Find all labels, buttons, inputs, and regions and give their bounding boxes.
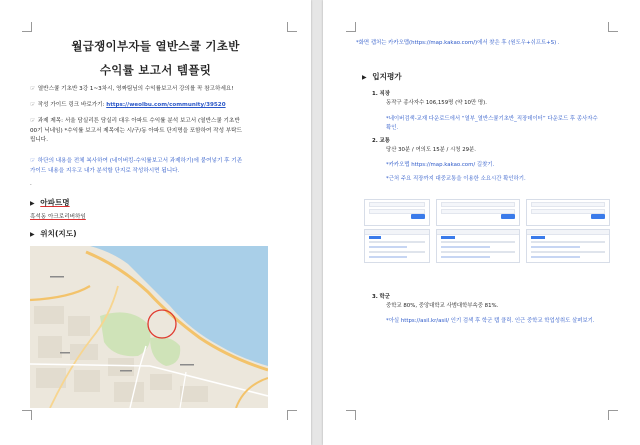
bullet-copy-instructions <box>30 156 280 176</box>
transit-screenshot-2 <box>436 199 520 226</box>
apartment-name-example: 흑석동 아크로리버하임 <box>30 214 86 220</box>
bullet-guide-link <box>30 100 280 111</box>
section-heading-location-evaluation <box>362 71 402 82</box>
bullet-assignment-title <box>30 116 280 146</box>
list-item-jobs <box>372 90 598 133</box>
item-label: 학군 <box>379 294 390 300</box>
document-title-line1: 월급쟁이부자들 열반스쿨 기초반 <box>71 39 240 53</box>
crop-mark <box>608 22 618 32</box>
section-heading-text: 아파트명 <box>40 198 70 207</box>
section-heading-location <box>30 228 77 239</box>
item-note-line1: *네이버검색-교재 다운로드에서 “열부_열반스쿨기초반_직장데이터” 다운로드 후 종사자수 <box>386 116 598 122</box>
bullet-text: 작성 가이드 링크 바로가기: <box>37 102 107 108</box>
item-label: 교통 <box>379 138 390 144</box>
pointing-hand-icon: ☞ <box>30 101 36 108</box>
item-number: 1. <box>372 91 378 97</box>
location-map-image <box>30 246 268 408</box>
bullet-text: 열반스쿨 기초반 3강 1~3차시, 영짜팀님의 수익률보고서 강의를 꼭 참고하세요! <box>37 86 234 92</box>
transit-route-screenshot-3 <box>526 229 610 263</box>
item-detail: 중학교 80%, 중앙대학교 사범대학부속중 81%. <box>386 303 499 309</box>
crop-mark <box>22 410 32 420</box>
guide-link[interactable]: https://weolbu.com/community/39520 <box>106 102 226 108</box>
section-heading-text: 위치(지도) <box>40 229 77 238</box>
pointing-hand-icon: ☞ <box>30 117 36 124</box>
crop-mark <box>608 410 618 420</box>
separator-dot: . <box>30 181 32 187</box>
item-label: 직장 <box>379 91 390 97</box>
section-heading-apartment <box>30 197 70 208</box>
bullet-text-line3: 립니다. <box>30 137 48 143</box>
crop-mark <box>287 22 297 32</box>
list-item-school-district <box>372 293 595 326</box>
pointing-hand-icon: ☞ <box>30 85 36 92</box>
capture-instruction-note: *화면 캡처는 카카오맵(https://map.kakao.com/)에서 찾은 후 (원도우+쉬프트+S) . <box>356 40 560 46</box>
triangle-bullet-icon: ▶ <box>362 74 367 81</box>
bullet-text-line1: 과제 제목: 서울 담실리튼 담실리 대우 아파트 수익률 분석 보고서 (열반스쿨 기초반 <box>37 118 240 124</box>
bullet-lecture-reference <box>30 84 280 95</box>
item-number: 3. <box>372 294 378 300</box>
transit-screenshot-3 <box>526 199 610 226</box>
item-note-line1: *카카오맵 https://map.kakao.com/ 길찾기. <box>386 162 495 168</box>
item-detail: 당산 30분 / 여의도 15분 / 시청 29분. <box>386 147 476 153</box>
transit-screenshot-1 <box>364 199 430 226</box>
map-graphic <box>30 246 268 408</box>
document-title-line2: 수익률 보고서 템플릿 <box>99 63 212 77</box>
crop-mark <box>287 410 297 420</box>
section-heading-text: 입지평가 <box>372 72 402 81</box>
crop-mark <box>346 22 356 32</box>
bullet-text-line2: 가이드 내용을 지우고 내가 분석할 단지로 작성하시면 됩니다. <box>30 167 180 174</box>
bullet-text-line2: 00기 닉네임) *수익률 보고서 제목에는 시/구/동 아파트 단지명을 포함하여 작성 부탁드 <box>30 127 242 134</box>
item-number: 2. <box>372 138 378 144</box>
crop-mark <box>346 410 356 420</box>
triangle-bullet-icon: ▶ <box>30 231 35 238</box>
item-note-line1: *아실 https://asil.kr/asil/ 인기 검색 후 학군 탭 클릭. 인근 중학교 학업성취도 살펴보기. <box>386 318 595 324</box>
pointing-hand-icon: ☞ <box>30 157 36 164</box>
item-note-line2: *근처 주요 직장까지 대중교통을 이용한 소요시간 확인하기. <box>386 176 526 182</box>
crop-mark <box>22 22 32 32</box>
list-item-transport <box>372 137 526 184</box>
transit-route-screenshot-2 <box>436 229 520 263</box>
bullet-text-line1: 하단의 내용을 전체 복사하여 (네이버킹-수익률보고서 과제하기)에 붙여넣기 후 기존 <box>37 158 243 164</box>
item-note-line2: 확인. <box>386 125 399 131</box>
triangle-bullet-icon: ▶ <box>30 200 35 207</box>
transit-route-screenshot-1 <box>364 229 430 263</box>
item-detail: 동작구 종사자수 106,159명 (약 10만 명). <box>386 100 487 106</box>
